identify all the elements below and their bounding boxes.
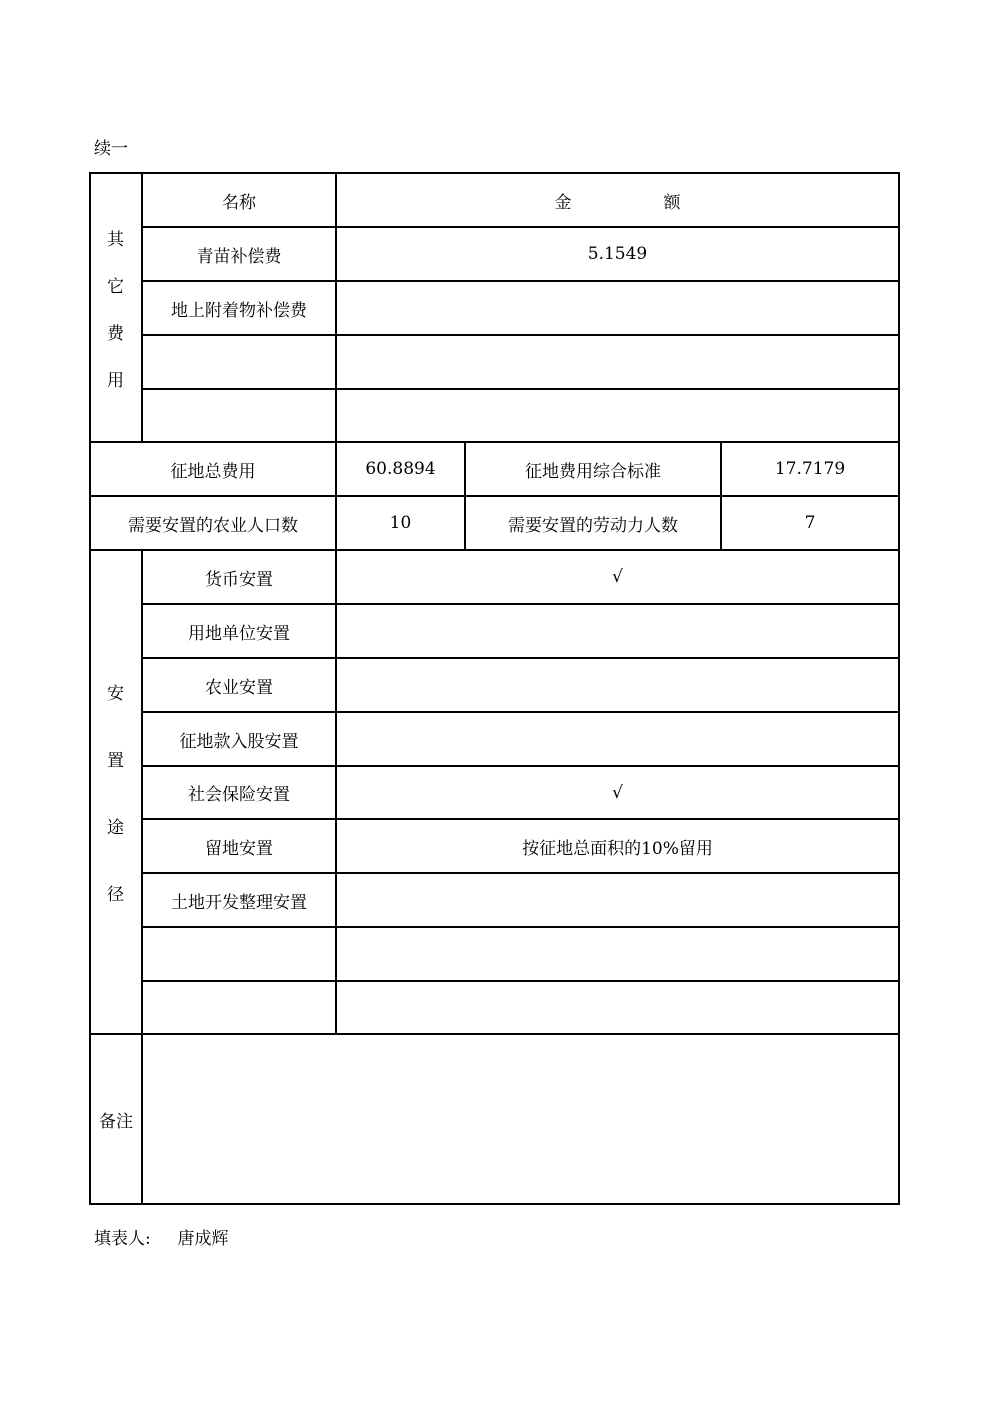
labor-count-label: 需要安置的劳动力人数: [508, 515, 678, 536]
header-amount: [336, 173, 899, 227]
total-cost-value: 60.8894: [365, 459, 436, 479]
fee-amount: 5.1549: [587, 244, 648, 264]
other-fees-group-label: [89, 173, 142, 442]
fee-amount: [336, 335, 899, 389]
resettlement-method: [142, 981, 336, 1034]
group-label-char: 用: [107, 370, 124, 391]
fee-amount: [336, 389, 899, 442]
fee-name: 青苗补偿费: [196, 246, 282, 267]
total-cost-label: 征地总费用: [170, 461, 256, 482]
land-acquisition-table: [89, 172, 900, 1205]
header-amount-left: 金: [554, 192, 572, 213]
fee-name: [142, 389, 336, 442]
resettlement-method: 征地款入股安置: [179, 731, 299, 752]
group-label-char: 途: [107, 818, 124, 838]
remarks-content: [142, 1034, 899, 1204]
resettlement-method: 用地单位安置: [188, 623, 290, 644]
cost-standard-value: 17.7179: [774, 459, 846, 479]
form-footer: [94, 1228, 229, 1250]
group-label-char: 径: [107, 885, 124, 905]
fee-name: [142, 335, 336, 389]
group-label-char: 它: [107, 276, 124, 297]
resettlement-method: 社会保险安置: [188, 785, 290, 805]
resettlement-value: [336, 873, 899, 927]
resettlement-value: √: [612, 782, 623, 803]
resettlement-group-label: [89, 550, 142, 1034]
form-continuation-heading: 续一: [94, 139, 128, 159]
resettlement-method: 货币安置: [205, 569, 273, 590]
resettlement-value: 按征地总面积的10%留用: [522, 838, 713, 859]
filler-label: 填表人:: [94, 1229, 151, 1249]
resettlement-value: [336, 927, 899, 981]
resettlement-value: [336, 712, 899, 766]
header-amount-right: 额: [663, 192, 681, 213]
fee-amount: [336, 281, 899, 335]
resettlement-value: [336, 658, 899, 712]
agri-population-label: 需要安置的农业人口数: [128, 515, 298, 536]
resettlement-method: 土地开发整理安置: [171, 892, 307, 913]
remarks-label: 备注: [99, 1111, 133, 1132]
header-name: 名称: [222, 192, 256, 213]
resettlement-method: 农业安置: [205, 677, 273, 698]
resettlement-method: [142, 927, 336, 981]
group-label-char: 置: [107, 751, 124, 771]
resettlement-value: [336, 604, 899, 658]
group-label-char: 安: [107, 684, 124, 704]
resettlement-method: 留地安置: [205, 838, 273, 859]
group-label-char: 费: [107, 323, 124, 344]
cost-standard-label: 征地费用综合标准: [525, 461, 661, 482]
filler-name: 唐成辉: [177, 1229, 229, 1249]
fee-name: 地上附着物补偿费: [171, 300, 307, 321]
labor-count-value: 7: [804, 513, 816, 533]
group-label-char: 其: [107, 229, 124, 250]
resettlement-value: √: [612, 567, 623, 587]
resettlement-value: [336, 981, 899, 1034]
agri-population-value: 10: [389, 513, 412, 533]
